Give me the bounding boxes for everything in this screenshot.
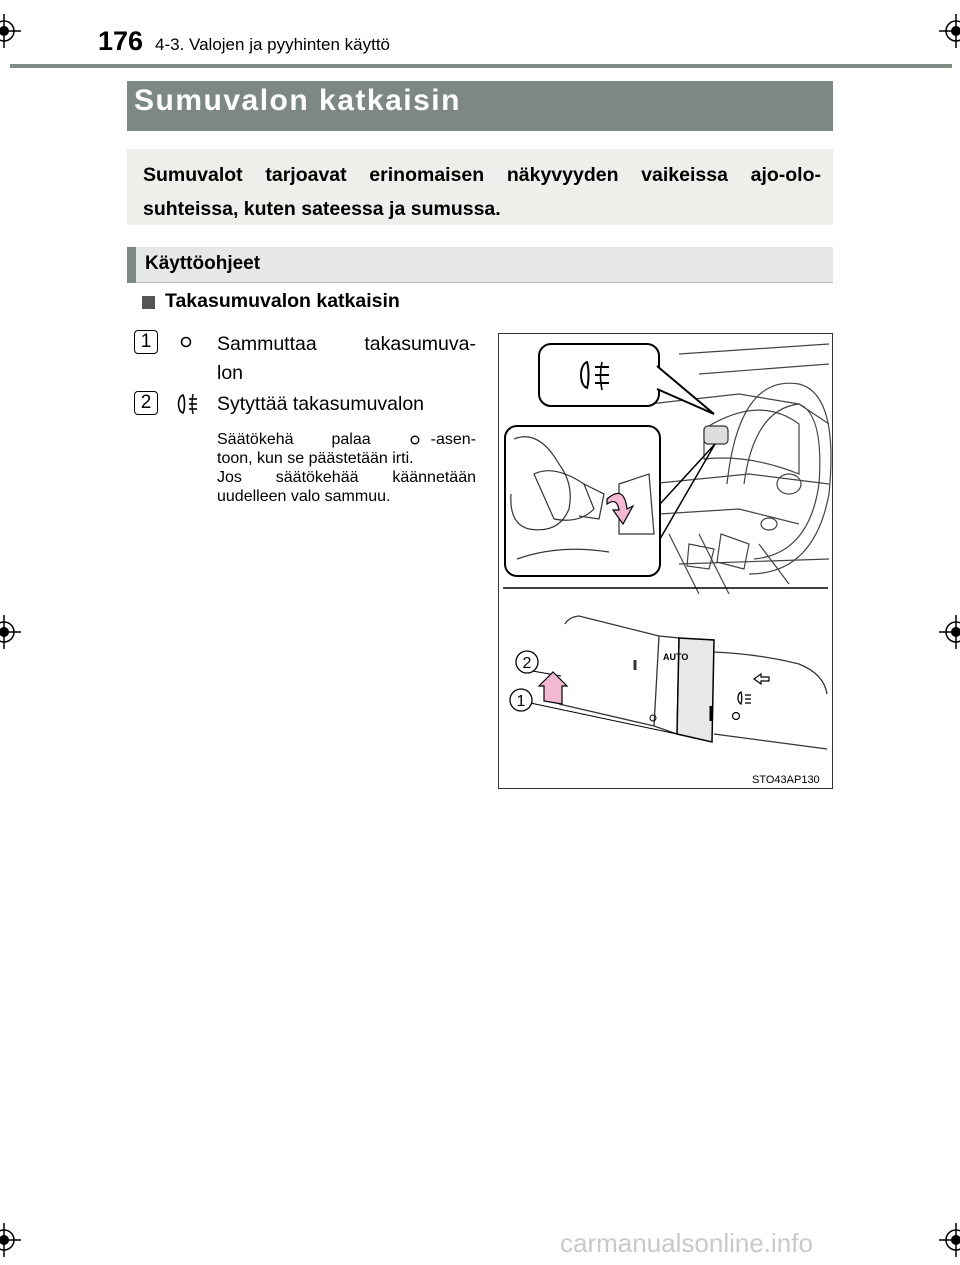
- item-1-word-3: lon: [217, 362, 244, 384]
- note-word: käännetään: [392, 469, 476, 486]
- page-title: Sumuvalon katkaisin: [134, 84, 461, 117]
- registration-mark: [0, 615, 21, 649]
- figure-callout-2: 2: [522, 655, 532, 672]
- intro-line-1: Sumuvalot tarjoavat erinomaisen näkyvyyden vaikeissa ajo-olo-: [143, 164, 821, 186]
- note-line-2: toon, kun se päästetään irti.: [217, 450, 414, 467]
- intro-line-2: suhteissa, kuten sateessa ja sumussa.: [143, 198, 501, 220]
- subsection-heading: Takasumuvalon katkaisin: [165, 290, 400, 312]
- off-circle-icon: [179, 335, 193, 349]
- illustration-frame: [498, 333, 833, 789]
- item-1-word-1: Sammuttaa: [217, 333, 317, 355]
- note-word: -asen-: [430, 431, 476, 448]
- step-number-1: 1: [134, 330, 158, 354]
- section-header: 4-3. Valojen ja pyyhinten käyttö: [155, 35, 390, 54]
- item-1-text: [217, 330, 476, 388]
- registration-mark: [939, 14, 960, 48]
- figure-code: STO43AP130: [752, 774, 820, 786]
- note-line-4: uudelleen valo sammuu.: [217, 488, 391, 505]
- fog-switch-illustration: [499, 334, 832, 788]
- item-2-text: Sytyttää takasumuvalon: [217, 393, 425, 415]
- intro-text: [143, 158, 821, 226]
- registration-mark: [939, 615, 960, 649]
- note-word: Jos: [217, 469, 242, 486]
- off-circle-icon: [409, 434, 421, 446]
- subsection-marker: [142, 296, 155, 309]
- registration-mark: [0, 1223, 21, 1257]
- header-divider: [10, 64, 952, 68]
- auto-label: AUTO: [663, 652, 689, 662]
- step-number-2: 2: [134, 391, 158, 415]
- registration-mark: [939, 1223, 960, 1257]
- watermark: carmanualsonline.info: [560, 1228, 813, 1258]
- figure-callout-1: 1: [516, 693, 526, 710]
- page-number: 176: [98, 26, 144, 56]
- registration-mark: [0, 14, 21, 48]
- note-text: [217, 430, 476, 506]
- note-word: Säätökehä: [217, 431, 294, 448]
- item-1-word-2: takasumuva-: [364, 333, 476, 355]
- usage-heading-accent: [127, 247, 136, 283]
- usage-heading: Käyttöohjeet: [145, 253, 261, 274]
- note-word: säätökehää: [275, 469, 359, 486]
- rear-fog-light-icon: [173, 392, 199, 416]
- note-word: palaa: [331, 431, 371, 448]
